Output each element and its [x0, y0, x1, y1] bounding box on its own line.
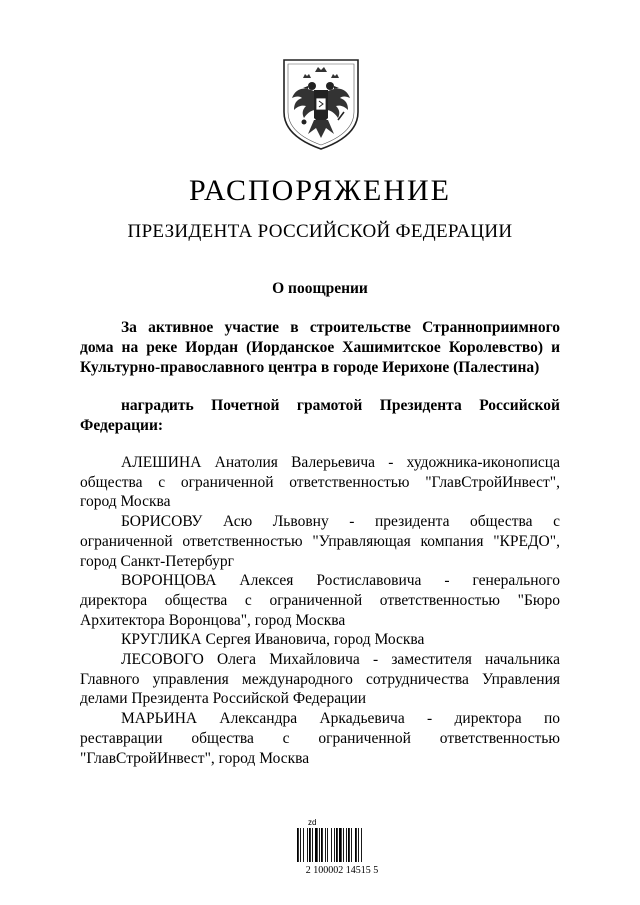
awardee-line: БОРИСОВУ Асю Львовну - президента общества с [121, 513, 560, 531]
barcode-bar [331, 828, 332, 862]
barcode-mark: zd [308, 818, 317, 827]
awardee-line: ЛЕСОВОГО Олега Михайловича - заместителя начальника [121, 651, 560, 669]
decision-line: наградить Почетной грамотой Президента Российской [121, 397, 560, 414]
barcode-number: 2 100002 14515 5 [305, 865, 379, 876]
barcode-bar [309, 828, 311, 862]
preamble-line: За активное участие в строительстве Странноприимного [121, 319, 560, 336]
awardee-line: "ГлавСтройИнвест", город Москва [80, 749, 310, 767]
barcode-bar [358, 828, 359, 862]
barcode-bar [336, 828, 338, 862]
awardee-line: ограниченной ответственностью "Управляющая компания "КРЕДО", [80, 532, 560, 550]
barcode-bar [351, 828, 352, 862]
barcode-bar [327, 828, 328, 862]
awardee-entry [80, 571, 560, 630]
barcode-bar [319, 828, 320, 862]
awardee-line: город Москва [80, 493, 171, 511]
barcode-bar [343, 828, 344, 862]
russian-coat-of-arms-icon [278, 56, 364, 152]
barcode-bar [325, 828, 326, 862]
barcode-bar [300, 828, 301, 862]
awardee-list [80, 453, 560, 768]
barcode-bar [321, 828, 323, 862]
barcode-bar [307, 828, 308, 862]
awardee-line: делами Президента Российской Федерации [80, 690, 367, 708]
awardee-line: ВОРОНЦОВА Алексея Ростиславовича - генерального [121, 572, 560, 590]
preamble-line: дома на реке Иордан (Иорданское Хашимитское Королевство) и [80, 339, 560, 356]
awardee-entry [80, 650, 560, 709]
barcode-bar [346, 828, 347, 862]
barcode-bar [297, 828, 299, 862]
decision-line: Федерации: [80, 417, 164, 434]
awardee-line: МАРЬИНА Александра Аркадьевича - директора по [121, 710, 560, 728]
barcode-bar [348, 828, 350, 862]
document-issuer: ПРЕЗИДЕНТА РОССИЙСКОЙ ФЕДЕРАЦИИ [127, 221, 513, 242]
document-title: РАСПОРЯЖЕНИЕ [188, 174, 452, 207]
awardee-line: город Санкт-Петербург [80, 552, 234, 570]
barcode-bar [312, 828, 313, 862]
awardee-line: Главного управления международного сотрудничества Управления [80, 670, 560, 688]
barcode [296, 820, 388, 880]
awardee-entry [80, 453, 560, 512]
awardee-entry [80, 709, 560, 768]
barcode-bar [339, 828, 342, 862]
awardee-line: общества с ограниченной ответственностью "ГлавСтройИнвест", [80, 473, 560, 491]
preamble-line: Культурно-православного центра в городе Иерихоне (Палестина) [80, 359, 540, 376]
decision [80, 396, 560, 436]
preamble [80, 318, 560, 378]
document-subject: О поощрении [272, 280, 368, 297]
barcode-bar [334, 828, 335, 862]
barcode-bar [315, 828, 318, 862]
awardee-line: АЛЕШИНА Анатолия Валерьевича - художника-иконописца [121, 454, 560, 471]
barcode-bar [361, 828, 362, 862]
awardee-line: Архитектора Воронцова", город Москва [80, 611, 346, 629]
barcode-icon [296, 828, 388, 862]
barcode-bar [303, 828, 304, 862]
awardee-line: КРУГЛИКА Сергея Ивановича, город Москва [121, 631, 425, 649]
awardee-entry [80, 630, 560, 650]
awardee-line: реставрации общества с ограниченной ответственностью [80, 729, 560, 747]
barcode-bar [355, 828, 357, 862]
awardee-line: директора общества с ограниченной ответственностью "Бюро [80, 591, 560, 609]
awardee-entry [80, 512, 560, 571]
